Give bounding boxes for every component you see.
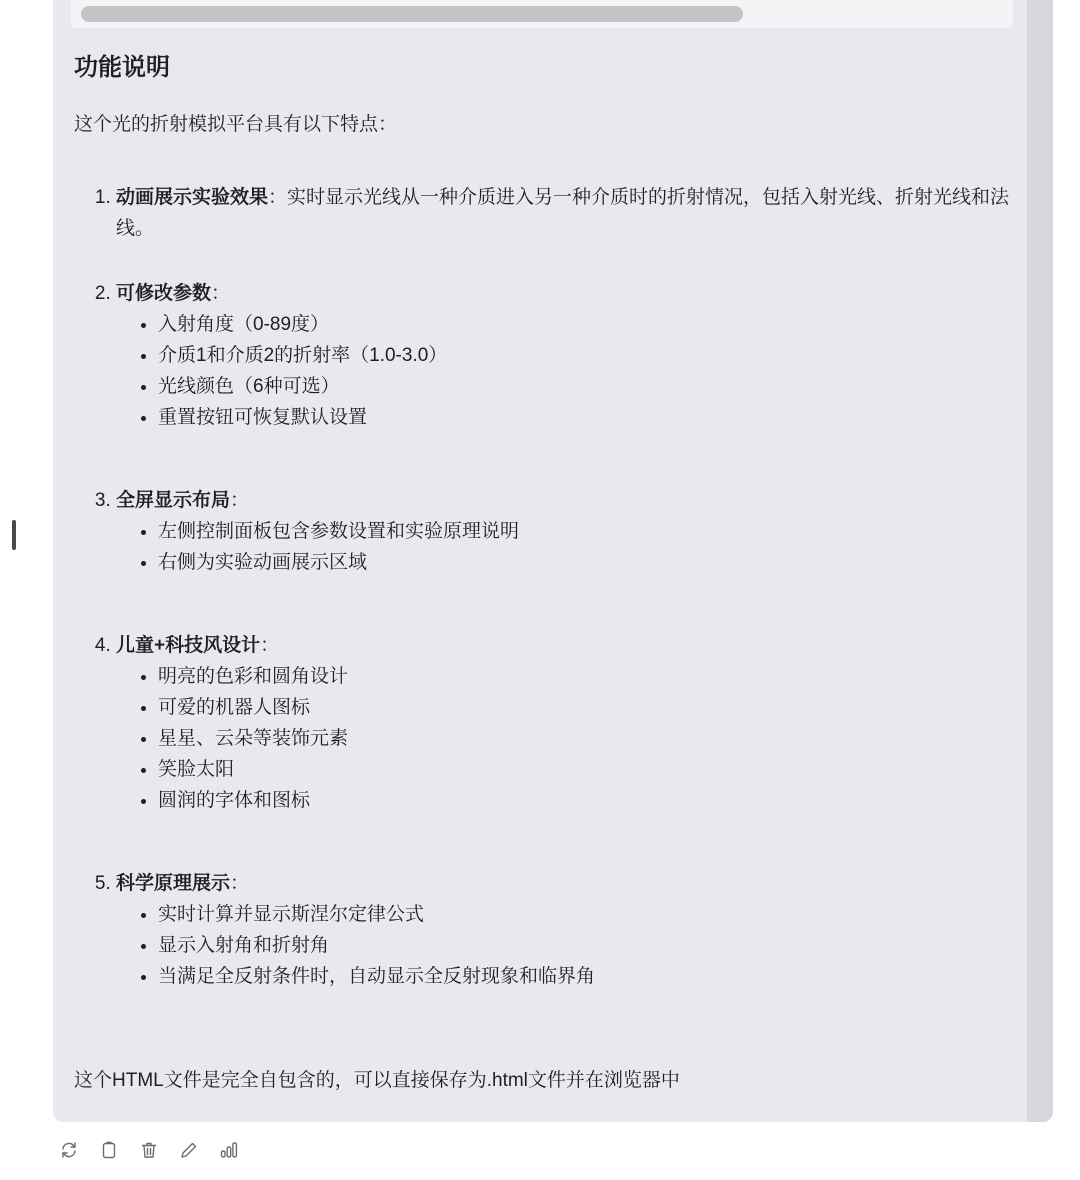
horizontal-scrollbar-thumb[interactable] [81, 6, 743, 22]
delete-button[interactable] [138, 1139, 160, 1161]
list-item: • 介质1和介质2的折射率（1.0-3.0） [158, 340, 1014, 371]
feature-item [116, 868, 1014, 992]
feature-item [116, 630, 1014, 816]
list-item: • 入射角度（0-89度） [158, 309, 1014, 340]
feature-sublist [116, 661, 1014, 816]
list-item: • 星星、云朵等装饰元素 [158, 723, 1014, 754]
list-item: • 显示入射角和折射角 [158, 930, 1014, 961]
feature-description: ： [211, 283, 231, 304]
list-item: • 可爱的机器人图标 [158, 692, 1014, 723]
feature-title: 动画展示实验效果 [116, 187, 269, 208]
message-action-bar [58, 1136, 240, 1164]
feature-sublist [116, 899, 1014, 992]
feature-item [116, 485, 1014, 578]
list-item: • 笑脸太阳 [158, 754, 1014, 785]
feature-description: ： [230, 873, 250, 894]
footer-text: 这个HTML文件是完全自包含的，可以直接保存为.html文件并在浏览器中 [74, 1070, 680, 1091]
list-item: • 当满足全反射条件时，自动显示全反射现象和临界角 [158, 961, 1014, 992]
refresh-icon [59, 1140, 79, 1160]
section-heading: 功能说明 [74, 54, 170, 81]
list-item: • 实时计算并显示斯涅尔定律公式 [158, 899, 1014, 930]
delete-icon [139, 1140, 159, 1160]
list-item: • 左侧控制面板包含参数设置和实验原理说明 [158, 516, 1014, 547]
list-item: • 明亮的色彩和圆角设计 [158, 661, 1014, 692]
intro-text: 这个光的折射模拟平台具有以下特点： [74, 114, 398, 135]
feature-title: 全屏显示布局 [116, 490, 231, 511]
feature-description: ： [230, 490, 250, 511]
list-item: • 重置按钮可恢复默认设置 [158, 402, 1014, 433]
feature-list [74, 182, 1014, 992]
feature-title: 科学原理展示 [116, 873, 231, 894]
edit-icon [179, 1140, 199, 1160]
assistant-message-bubble [53, 0, 1053, 1122]
list-item: • 右侧为实验动画展示区域 [158, 547, 1014, 578]
edit-button[interactable] [178, 1139, 200, 1161]
stats-button[interactable] [218, 1139, 240, 1161]
regenerate-button[interactable] [58, 1139, 80, 1161]
text-cursor-marker [12, 520, 16, 550]
code-block-bottom [71, 0, 1013, 28]
copy-icon [99, 1140, 119, 1160]
feature-description: ： [260, 635, 280, 656]
feature-item [116, 182, 1014, 244]
message-content [74, 48, 1014, 1096]
list-item: • 圆润的字体和图标 [158, 785, 1014, 816]
stats-icon [219, 1140, 239, 1160]
feature-sublist [116, 516, 1014, 578]
feature-description: ：实时显示光线从一种介质进入另一种介质时的折射情况，包括入射光线、折射光线和法线。 [116, 187, 1010, 239]
copy-button[interactable] [98, 1139, 120, 1161]
feature-item [116, 278, 1014, 433]
feature-sublist [116, 309, 1014, 433]
vertical-scrollbar[interactable] [1027, 0, 1053, 1122]
feature-title: 可修改参数 [116, 283, 212, 304]
feature-title: 儿童+科技风设计 [116, 635, 261, 656]
list-item: • 光线颜色（6种可选） [158, 371, 1014, 402]
